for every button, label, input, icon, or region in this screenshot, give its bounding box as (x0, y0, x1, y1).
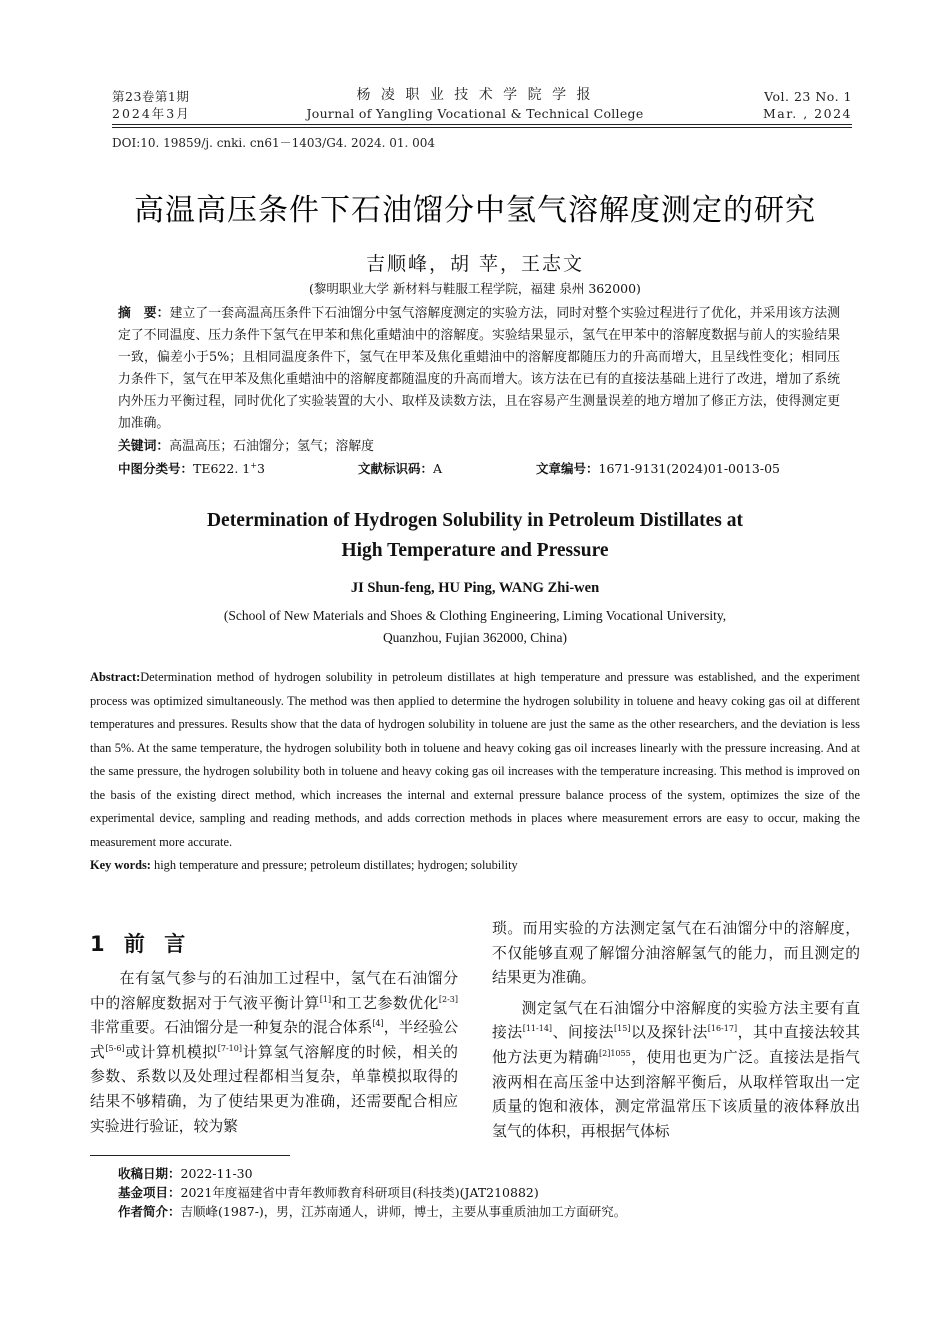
classification-line (118, 458, 840, 480)
p2-text-d: ，其中直接法较其他方法更为精确 (492, 1024, 860, 1066)
clc-code (118, 458, 265, 480)
affiliation-cn: (黎明职业大学 新材料与鞋服工程学院，福建 泉州 362000) (309, 281, 641, 296)
citation: [2-3] (438, 994, 458, 1004)
doc-code-value: A (433, 461, 443, 476)
fund-project (118, 1183, 858, 1202)
abstract-en-label: Abstract: (90, 670, 141, 684)
authors-en: JI Shun-feng, HU Ping, WANG Zhi-wen (350, 580, 600, 596)
title-en-line1: Determination of Hydrogen Solubility in Petroleum Distillates at (206, 510, 744, 531)
body-column-right (492, 917, 860, 1144)
keywords-cn (118, 436, 840, 458)
abstract-cn-label: 摘 要： (118, 306, 170, 321)
section-heading-1: 1 前 言 (90, 932, 192, 956)
citation: [15] (614, 1024, 631, 1034)
affiliation-en (0, 605, 950, 649)
article-number-label: 文章编号： (536, 461, 599, 476)
p1-text-a: 在有氢气参与的石油加工过程中，氢气在石油馏分中的溶解度数据对于气液平衡计算 (90, 970, 458, 1012)
citation: [4] (372, 1019, 384, 1029)
clc-tail: 3 (256, 461, 265, 476)
article-number (536, 458, 780, 480)
title-en (0, 506, 950, 566)
keywords-en-label: Key words: (90, 858, 151, 872)
author-bio-value: 吉顺峰(1987-)，男，江苏南通人，讲师，博士，主要从事重质油加工方面研究。 (180, 1204, 627, 1219)
paragraph-2 (492, 997, 860, 1145)
author-bio-label: 作者简介： (118, 1204, 181, 1219)
received-label: 收稿日期： (118, 1166, 181, 1181)
keywords-en-text: high temperature and pressure; petroleum distillates; hydrogen; solubility (150, 858, 518, 872)
citation: [16-17] (707, 1024, 738, 1034)
p1-text-e: 或计算机模拟 (124, 1043, 218, 1061)
p2-text-b: 、间接法 (552, 1024, 615, 1042)
page-title: 高温高压条件下石油馏分中氢气溶解度测定的研究 (134, 193, 816, 228)
journal-month-en: Mar. , 2024 (762, 106, 852, 121)
citation: [1] (319, 994, 332, 1004)
doc-code-label: 文献标识码： (358, 461, 434, 476)
abstract-cn (118, 303, 840, 480)
paragraph-1-continued: 琐。而用实验的方法测定氢气在石油馏分中的溶解度，不仅能够直观了解馏分油溶解氢气的能力，而且测定的结果更为准确。 (492, 920, 860, 987)
p1-text-c: 非常重要。石油馏分是一种复杂的混合体系 (90, 1019, 373, 1037)
p2-text-e: ，使用也更为广泛。直接法是指气液两相在高压釜中达到溶解平衡后，从取样管取出一定质量的饱和液体，测定常温常压下该质量的液体释放出氢气的体积，再根据气体标 (492, 1048, 860, 1140)
clc-value: TE622. 1 (193, 461, 251, 476)
p2-text-c: 以及探针法 (630, 1024, 708, 1042)
journal-date: 2024年3月 (112, 106, 191, 121)
affiliation-en-line2: Quanzhou, Fujian 362000, China) (382, 630, 568, 645)
citation: [5-6] (105, 1043, 125, 1053)
clc-sup: + (250, 460, 257, 470)
footnote-rule (90, 1155, 290, 1156)
doc-code (358, 458, 442, 480)
abstract-en (90, 666, 860, 878)
journal-volume-issue: 第23卷第1期 (112, 89, 190, 104)
p1-text-f: 计算氢气溶解度的时候，相关的参数、系数以及处理过程都相当复杂，单靠模拟取得的结果不够精确，为了使结果更为准确，还需要配合相应实验进行验证，较为繁 (90, 1043, 458, 1135)
header-rule-bottom (112, 127, 852, 128)
citation: [11-14] (522, 1024, 553, 1034)
p2-text-a: 测定氢气在石油馏分中溶解度的实验方法主要有直接法 (492, 999, 860, 1042)
abstract-cn-text: 建立了一套高温高压条件下石油馏分中氢气溶解度测定的实验方法，同时对整个实验过程进行了优化，并采用该方法测定了不同温度、压力条件下氢气在甲苯和焦化重蜡油中的溶解度。实验结果显示，氢气在甲苯中的溶解度数据与前人的实验结果一致，偏差小于5%；且相同温度条件下，氢气在甲苯及焦化重蜡油中的溶解度都随压力的升高而增大，且呈线性变化；相同压力条件下，氢气在甲苯及焦化重蜡油中的溶解度都随温度的升高而增大。该方法在已有的直接法基础上进行了改进，增加了系统内外压力平衡过程，同时优化了实验装置的大小、取样及读数方法，且在容易产生测量误差的地方增加了修正方法，使得测定更加准确。 (118, 306, 841, 431)
affiliation-en-line1: (School of New Materials and Shoes & Clothing Engineering, Liming Vocational University, (223, 608, 727, 623)
doi: DOI:10. 19859/j. cnki. cn61－1403/G4. 2024. 01. 004 (112, 136, 436, 150)
fund-label: 基金项目： (118, 1185, 181, 1200)
citation: [7-10] (217, 1043, 242, 1053)
keywords-cn-text: 高温高压；石油馏分；氢气；溶解度 (169, 439, 374, 454)
p1-text-b: 和工艺参数优化 (331, 994, 439, 1012)
journal-name-en: Journal of Yangling Vocational & Technical College (306, 106, 644, 121)
citation: [2]1055 (599, 1049, 631, 1059)
received-value: 2022-11-30 (180, 1166, 253, 1181)
abstract-en-text: Determination method of hydrogen solubility in petroleum distillates at high temperature and pressure was established, and the experiment process was optimized simultaneously. The method was then applied to determine the hydrogen solubility in toluene and heavy coking gas oil at different temperatures and pressures. Results show that the data of hydrogen solubility in toluene are just the same as the other researchers, and the deviation is less than 5%. At the same temperature, the hydrogen solubility both in toluene and heavy coking gas oil increases linearly with the pressure increasing. And at the same pressure, the hydrogen solubility both in toluene and heavy coking gas oil increases with the temperature increasing. This method is improved on the basis of the existing direct method, which increases the internal and external pressure balance process of the system, optimizes the size of the experimental device, sampling and reading methods, and adds correction methods in places where measurement errors are easy to occur, making the measurement more accurate. (90, 670, 860, 849)
fund-value: 2021年度福建省中青年教师教育科研项目(科技类)(JAT210882) (180, 1185, 539, 1200)
p1-text-d: ，半经验公式 (90, 1019, 458, 1061)
header-rule-top (112, 124, 852, 125)
received-date (118, 1164, 858, 1183)
paragraph-1 (90, 967, 458, 1139)
journal-name-cn: 杨 凌 职 业 技 术 学 院 学 报 (356, 87, 594, 103)
keywords-cn-label: 关键词： (118, 439, 170, 454)
authors-cn: 吉顺峰，胡 苹，王志文 (365, 253, 585, 275)
title-en-line2: High Temperature and Pressure (341, 540, 609, 561)
author-bio (118, 1202, 858, 1221)
footnotes (118, 1164, 858, 1221)
clc-label: 中图分类号： (118, 461, 194, 476)
keywords-en (90, 854, 860, 878)
journal-vol-en: Vol. 23 No. 1 (764, 89, 852, 104)
article-number-value: 1671-9131(2024)01-0013-05 (598, 461, 780, 476)
body-column-left (90, 967, 458, 1139)
